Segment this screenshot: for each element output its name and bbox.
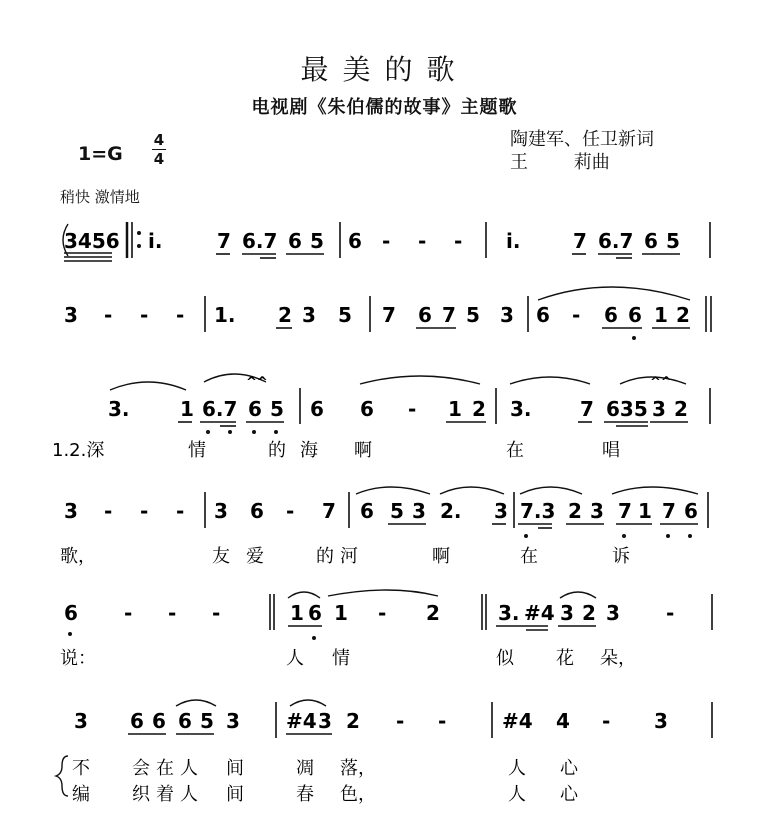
note: 7 [382,303,396,327]
note: 2. [440,499,462,523]
note: 1 [654,303,668,327]
note: - [124,601,133,625]
note: 7 [580,397,594,421]
note: 3. [108,397,130,421]
note: - [378,601,387,625]
note: 2 [674,397,688,421]
note: 3 [654,709,668,733]
lyric: 人 [508,784,526,805]
note: 6 [644,229,658,253]
note: 3. [498,601,520,625]
note: - [286,499,295,523]
note: 3 [412,499,426,523]
lyric: 啊 [354,440,372,461]
note: 5 [310,229,324,253]
lyric: 人 [180,758,198,779]
note: 2 [278,303,292,327]
note: 1 [180,397,194,421]
note: - [176,303,185,327]
staff-line-1 [63,222,710,261]
note: - [212,601,221,625]
note: - [396,709,405,733]
staff-line-4 [60,487,708,567]
lyric: 歌， [60,546,96,567]
staff-line-6 [56,700,712,805]
note: 5 [666,229,680,253]
note: 3 [74,709,88,733]
note: 6 [310,397,324,421]
note: 6 [348,229,362,253]
note: 5 [200,709,214,733]
note: 7.3 [520,499,556,523]
note: 6 [628,303,642,327]
note: 1 [334,601,348,625]
lyric: 说： [60,648,96,669]
lyric: 不 [72,758,90,779]
note: 7 [217,229,231,253]
lyric: 织 [132,784,150,805]
note: 3 [214,499,228,523]
note: 6.7 [242,229,278,253]
key-signature: 1=G [78,143,123,165]
lyric: 心 [560,784,578,805]
note: 2 [568,499,582,523]
note: 6.7 [598,229,634,253]
lyric: 在 [520,546,538,567]
note: - [104,303,113,327]
note: 3 [226,709,240,733]
lyric: 唱 [602,440,620,461]
note: 2 [676,303,690,327]
note: 5 [466,303,480,327]
note: 2 [582,601,596,625]
note: - [666,601,675,625]
note: 6 [536,303,550,327]
note: 3 [652,397,666,421]
note: - [140,499,149,523]
note: 4 [556,709,570,733]
note: 1 [638,499,652,523]
song-subtitle: 电视剧《朱伯儒的故事》主题歌 [251,97,518,118]
note: - [140,303,149,327]
staff-line-3 [52,374,710,461]
note: 2 [346,709,360,733]
note: 2 [426,601,440,625]
lyric: 情 [332,648,350,669]
lyric: 河 [340,546,358,567]
lyric: 人 [286,648,304,669]
note: - [602,709,611,733]
lyricist-credit: 陶建军、任卫新词 [510,129,654,150]
lyric: 情 [188,440,206,461]
note: 3 [318,709,332,733]
note: 3 [302,303,316,327]
note: 5 [390,499,404,523]
composer-credit: 王 莉曲 [510,152,610,173]
note: 6 [308,601,322,625]
note: 3 [606,601,620,625]
lyric: 爱 [246,546,264,567]
note: 6 [64,601,78,625]
lyric: 啊 [432,546,450,567]
lyric: 春 [296,784,314,805]
note: 3 [494,499,508,523]
accent-mark: ^^ [650,375,672,390]
lyric: 编 [72,784,90,805]
note: - [572,303,581,327]
note: 2 [472,397,486,421]
note: 3 [64,303,78,327]
note: 6 [130,709,144,733]
note: 7 [573,229,587,253]
note: 6 [360,499,374,523]
note: - [176,499,185,523]
note: 6 [178,709,192,733]
note: 3 [590,499,604,523]
lyric: 会 [132,758,150,779]
verse-brace [56,756,68,796]
note: 3. [510,397,532,421]
note: 6 [604,303,618,327]
lyric: 人 [180,784,198,805]
note: - [408,397,417,421]
staff-line-5 [60,590,712,669]
lyric: 海 [300,440,318,461]
note: 3 [500,303,514,327]
note: 1 [448,397,462,421]
lyric: 凋 [296,758,314,779]
note: 6 [360,397,374,421]
note: 7 [618,499,632,523]
note: 6.7 [202,397,238,421]
note: i. [148,229,163,253]
note: 6 [248,397,262,421]
lyric: 间 [226,784,244,805]
note: 1 [290,601,304,625]
note: - [104,499,113,523]
note: 7 [322,499,336,523]
note: #4 [286,709,317,733]
meter-top: 4 [153,131,165,149]
note: i. [506,229,521,253]
lyric: 朵， [600,648,636,669]
lyric: 1.2.深 [52,440,105,461]
lyric: 诉 [612,546,630,567]
note: #4 [502,709,533,733]
lyric: 落， [340,758,376,779]
note: 6 [418,303,432,327]
meter-bottom: 4 [153,150,165,168]
note: - [454,229,463,253]
lyric: 色， [340,784,376,805]
note: 3 [64,499,78,523]
note: 5 [338,303,352,327]
lyric: 的 [316,546,334,567]
lyric: 似 [496,648,514,669]
song-title: 最美的歌 [300,53,469,86]
note: - [438,709,447,733]
note: #4 [524,601,555,625]
note: 5 [270,397,284,421]
note: - [168,601,177,625]
note: - [418,229,427,253]
tempo-marking: 稍快 激情地 [60,188,140,206]
lyric: 人 [508,758,526,779]
note: - [382,229,391,253]
lyric: 花 [556,648,574,669]
lyric: 间 [226,758,244,779]
lyric: 的 [268,440,286,461]
note: 635 [606,397,648,421]
note: 6 [152,709,166,733]
note: 6 [250,499,264,523]
staff-line-2 [64,287,711,340]
note: 6 [684,499,698,523]
lyric: 在 [156,758,174,779]
lyric: 在 [506,440,524,461]
lyric: 着 [156,784,174,805]
lyric: 心 [560,758,578,779]
accent-mark: ^^ [246,375,268,390]
note: 6 [288,229,302,253]
note: 7 [442,303,456,327]
lyric: 友 [212,546,230,567]
note: 3 [560,601,574,625]
note: 1. [214,303,236,327]
note: 7 [662,499,676,523]
note: 3456 [64,229,120,253]
